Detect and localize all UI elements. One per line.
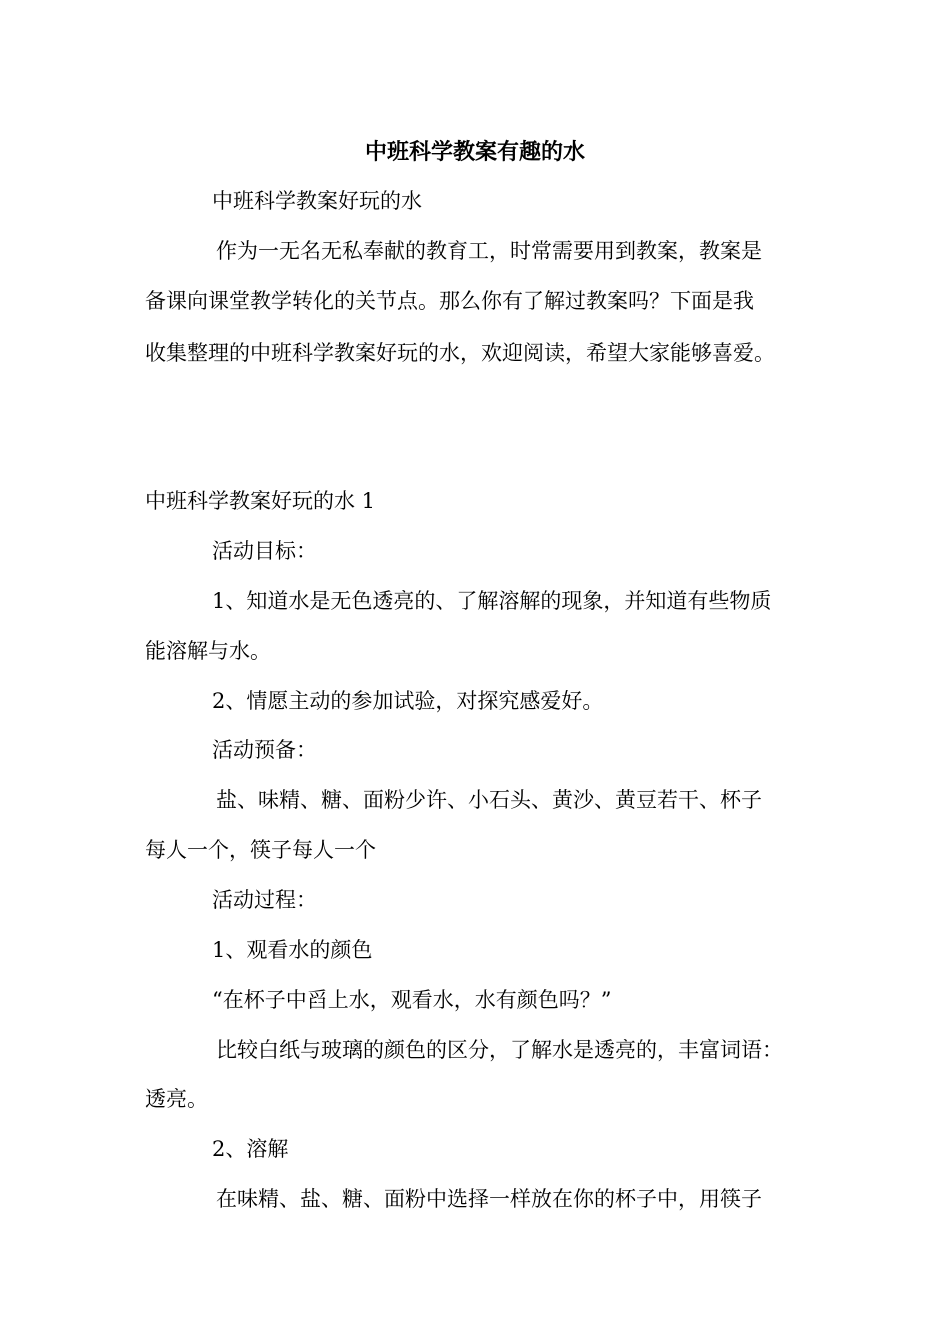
- section-heading: 中班科学教案好玩的水 1: [145, 489, 376, 513]
- paragraph-line: 盐、味精、糖、面粉少许、小石头、黄沙、黄豆若干、杯子: [216, 788, 762, 812]
- paragraph-line: 每人一个，筷子每人一个: [145, 838, 376, 862]
- paragraph-line: 1、知道水是无色透亮的、了解溶解的现象，并知道有些物质: [212, 589, 772, 613]
- paragraph-line: 透亮。: [145, 1087, 208, 1111]
- paragraph-line: 活动目标：: [212, 539, 317, 563]
- document-title: 中班科学教案有趣的水: [364, 139, 585, 165]
- paragraph-line: 能溶解与水。: [145, 639, 271, 663]
- paragraph-line: 在味精、盐、糖、面粉中选择一样放在你的杯子中，用筷子: [216, 1187, 762, 1211]
- paragraph-line: 活动预备：: [212, 738, 317, 762]
- paragraph-line: 1、观看水的颜色: [212, 938, 373, 962]
- paragraph-line: 2、情愿主动的参加试验，对探究感爱好。: [212, 689, 604, 713]
- paragraph-line: “在杯子中舀上水，观看水，水有颜色吗？”: [212, 988, 612, 1012]
- paragraph-line: 活动过程：: [212, 888, 317, 912]
- paragraph-line: 比较白纸与玻璃的颜色的区分，了解水是透亮的，丰富词语：: [216, 1038, 783, 1062]
- subtitle-line: 中班科学教案好玩的水: [212, 189, 422, 213]
- paragraph-line: 2、溶解: [212, 1137, 289, 1161]
- paragraph-line: 备课向课堂教学转化的关节点。那么你有了解过教案吗？下面是我: [145, 289, 754, 313]
- paragraph-line: 收集整理的中班科学教案好玩的水，欢迎阅读，希望大家能够喜爱。: [145, 341, 775, 365]
- paragraph-line: 作为一无名无私奉献的教育工，时常需要用到教案，教案是: [216, 239, 762, 263]
